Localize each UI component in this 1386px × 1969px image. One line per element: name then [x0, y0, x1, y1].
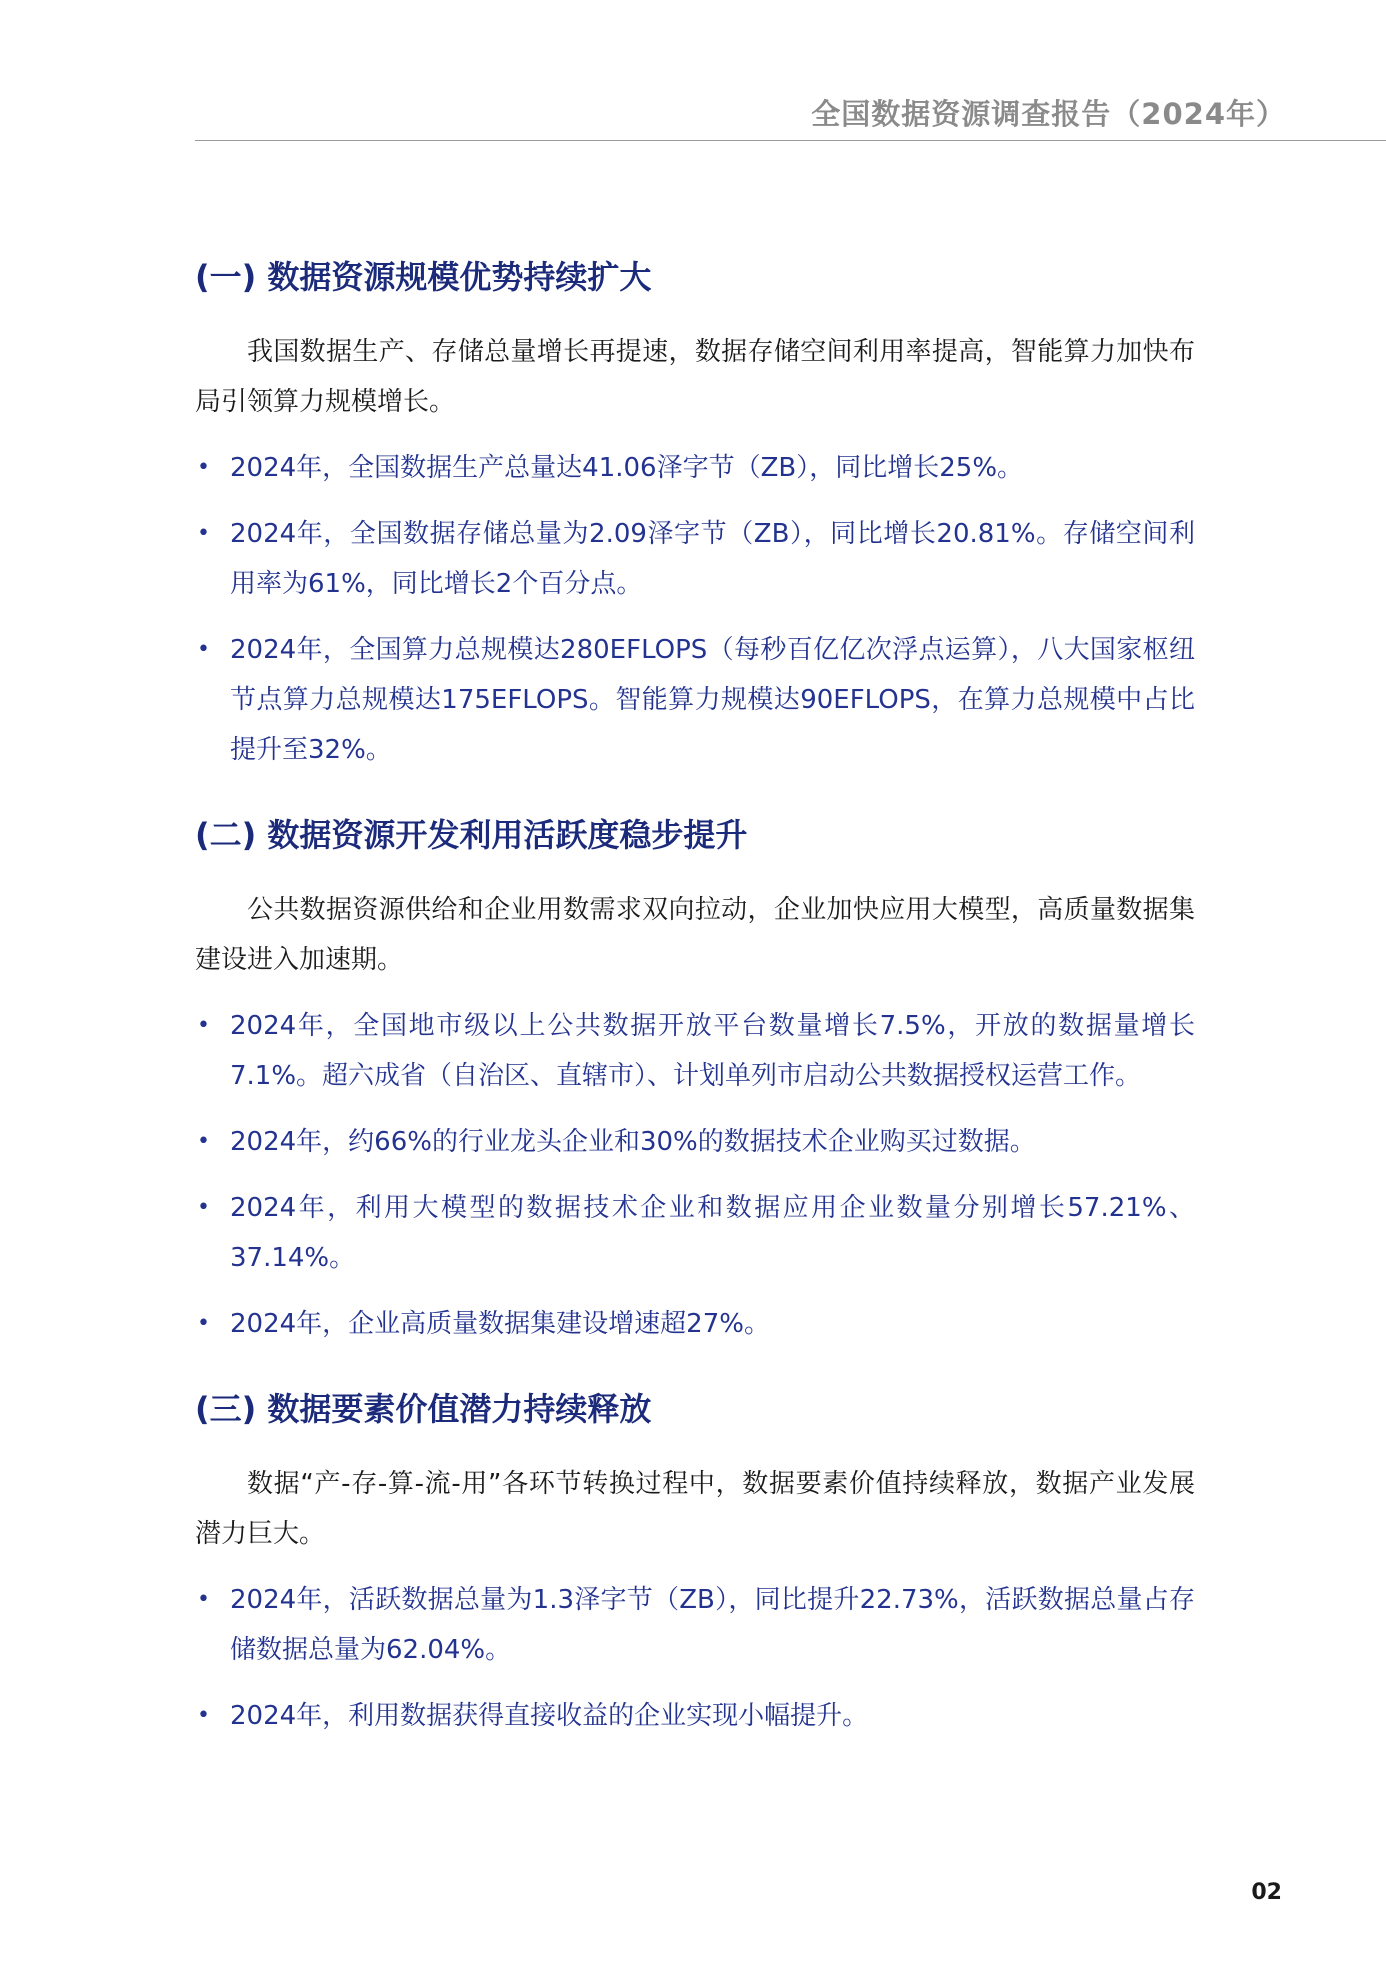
list-item: [195, 1691, 1195, 1741]
list-item-text: 2024年，利用大模型的数据技术企业和数据应用企业数量分别增长57.21%、37.14%。: [230, 1193, 1195, 1273]
bullet-icon: •: [197, 1311, 210, 1336]
section-intro: 公共数据资源供给和企业用数需求双向拉动，企业加快应用大模型，高质量数据集建设进入加速期。: [195, 895, 1195, 975]
list-item: [195, 509, 1195, 609]
section-heading: (三) 数据要素价值潜力持续释放: [195, 1390, 652, 1428]
bullet-list: [195, 1001, 1195, 1349]
list-item: [195, 1299, 1195, 1349]
list-item-text: 2024年，全国地市级以上公共数据开放平台数量增长7.5%，开放的数据量增长7.1%。超六成省（自治区、直辖市）、计划单列市启动公共数据授权运营工作。: [230, 1011, 1195, 1091]
section-1: [195, 255, 1195, 775]
report-title: 全国数据资源调查报告（2024年）: [811, 97, 1286, 131]
list-item: [195, 1575, 1195, 1675]
list-item: [195, 1183, 1195, 1283]
section-2: [195, 813, 1195, 1349]
bullet-icon: •: [197, 455, 210, 480]
list-item: [195, 1001, 1195, 1101]
bullet-icon: •: [197, 1195, 210, 1220]
list-item-text: 2024年，企业高质量数据集建设增速超27%。: [230, 1309, 770, 1339]
list-item-text: 2024年，活跃数据总量为1.3泽字节（ZB），同比提升22.73%，活跃数据总量占存储数据总量为62.04%。: [230, 1585, 1195, 1665]
list-item: [195, 443, 1195, 493]
list-item-text: 2024年，约66%的行业龙头企业和30%的数据技术企业购买过数据。: [230, 1127, 1036, 1157]
section-3: [195, 1387, 1195, 1741]
list-item-text: 2024年，全国数据存储总量为2.09泽字节（ZB），同比增长20.81%。存储空间利用率为61%，同比增长2个百分点。: [230, 519, 1195, 599]
bullet-icon: •: [197, 521, 210, 546]
section-intro: 我国数据生产、存储总量增长再提速，数据存储空间利用率提高，智能算力加快布局引领算力规模增长。: [195, 337, 1195, 417]
page-number: 02: [1251, 1880, 1282, 1905]
list-item: [195, 1117, 1195, 1167]
bullet-list: [195, 443, 1195, 775]
bullet-icon: •: [197, 1587, 210, 1612]
header-divider: [195, 140, 1386, 141]
bullet-icon: •: [197, 1013, 210, 1038]
bullet-icon: •: [197, 1703, 210, 1728]
bullet-icon: •: [197, 1129, 210, 1154]
section-heading: (一) 数据资源规模优势持续扩大: [195, 258, 652, 296]
section-heading: (二) 数据资源开发利用活跃度稳步提升: [195, 816, 748, 854]
list-item-text: 2024年，全国数据生产总量达41.06泽字节（ZB），同比增长25%。: [230, 453, 1024, 483]
section-intro: 数据“产-存-算-流-用”各环节转换过程中，数据要素价值持续释放，数据产业发展潜力巨大。: [195, 1469, 1195, 1549]
bullet-icon: •: [197, 637, 210, 662]
list-item: [195, 625, 1195, 775]
page-header: [0, 0, 1386, 142]
bullet-list: [195, 1575, 1195, 1741]
list-item-text: 2024年，利用数据获得直接收益的企业实现小幅提升。: [230, 1701, 869, 1731]
main-content: [195, 255, 1195, 1757]
list-item-text: 2024年，全国算力总规模达280EFLOPS（每秒百亿亿次浮点运算），八大国家枢纽节点算力总规模达175EFLOPS。智能算力规模达90EFLOPS，在算力总规模中占比提升至32%。: [230, 635, 1195, 765]
